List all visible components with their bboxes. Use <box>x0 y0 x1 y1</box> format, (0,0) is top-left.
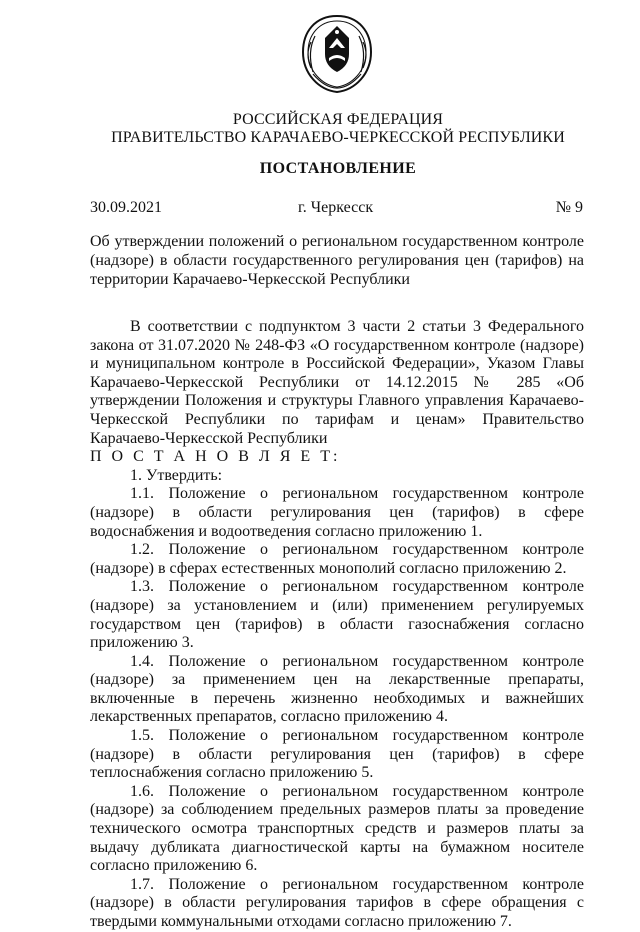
document-number: № 9 <box>555 199 583 216</box>
decree-word: П О С Т А Н О В Л Я Е Т: <box>90 448 341 466</box>
document-subject: Об утверждении положений о региональном государственном контроле (надзоре) в области государственного регулирования цен (тарифов) на территории Карачаево-Черкесской Республики <box>90 233 584 288</box>
header-government: ПРАВИТЕЛЬСТВО КАРАЧАЕВО-ЧЕРКЕССКОЙ РЕСПУБЛИКИ <box>111 129 565 146</box>
subitem-1-5: 1.5. Положение о региональном государственном контроле (надзоре) в области регулирования цен (тарифов) в сфере теплоснабжения согласно приложению 5. <box>90 727 584 782</box>
item-1: 1. Утвердить: <box>130 466 223 484</box>
subitem-1-7: 1.7. Положение о региональном государственном контроле (надзоре) в области регулирования тарифов в сфере обращения с твердыми коммунальными отходами согласно приложению 7. <box>90 875 584 930</box>
subitem-1-6: 1.6. Положение о региональном государственном контроле (надзоре) за соблюдением предельных размеров платы за проведение технического осмотра транспортных средств и размеров платы за выдачу дубликата диагностической карты на бумажном носителе согласно приложению 6. <box>90 782 584 875</box>
header-country: РОССИЙСКАЯ ФЕДЕРАЦИЯ <box>232 111 444 128</box>
subitem-1-3: 1.3. Положение о региональном государственном контроле (надзоре) за установлением и (или) применением регулируемых государством цен (тарифов) в области газоснабжения согласно приложению 3. <box>90 578 584 652</box>
subitem-1-1: 1.1. Положение о региональном государственном контроле (надзоре) в области регулирования цен (тарифов) в сфере водоснабжения и водоотведения согласно приложению 1. <box>90 485 584 540</box>
document-body <box>90 318 584 932</box>
document-title: ПОСТАНОВЛЕНИЕ <box>259 160 417 177</box>
document-city: г. Черкесск <box>298 199 374 216</box>
subitem-1-2: 1.2. Положение о региональном государственном контроле (надзоре) в сферах естественных монополий согласно приложению 2. <box>90 541 584 577</box>
preamble-paragraph: В соответствии с подпунктом 3 части 2 статьи 3 Федерального закона от 31.07.2020 № 248-ФЗ «О государственном контроле (надзоре) и муниципальном контроле в Российской Федерации», Указом Главы Карачаево-Черкесской Республики от 14.12.2015 № 285 «Об утверждении Положения и структуры Главного управления Карачаево-Черкесской Республики по тарифам и ценам» Правительство Карачаево-Черкесской Республики <box>90 318 584 447</box>
subitem-1-4: 1.4. Положение о региональном государственном контроле (надзоре) за применением цен на лекарственные препараты, включенные в перечень жизненно необходимых и важнейших лекарственных препаратов, согласно приложению 4. <box>90 652 584 726</box>
document-date: 30.09.2021 <box>90 199 162 216</box>
coat-of-arms-icon <box>299 14 375 94</box>
